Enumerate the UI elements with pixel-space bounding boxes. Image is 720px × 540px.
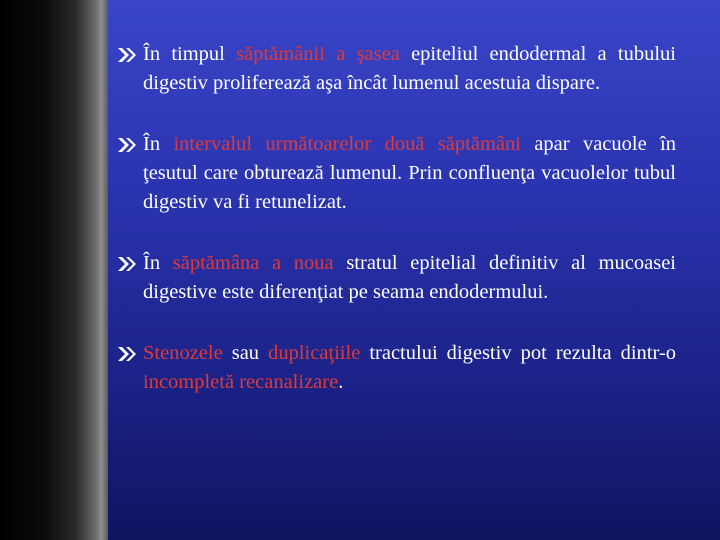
bullet-3-highlight-1: săptămâna a noua [172,252,334,274]
slide-content [118,40,676,397]
bullet-1-text-1: În timpul [143,43,237,65]
bullet-4-highlight-2: duplicaţiile [268,342,361,364]
bullet-item-3 [118,249,676,307]
bullet-2-highlight-1: intervalul următoarelor două săptămâni [173,133,521,155]
arrow-bullet-icon [118,47,136,63]
bullet-4-text-1: sau [222,342,269,364]
bullet-item-1 [118,40,676,98]
bullet-4-text-3: . [338,371,344,393]
bullet-2-text-2: apar vacuole în ţesutul care obturează lumenul. Prin confluenţa vacuolelor tubul digestiv va fi retunelizat. [143,133,676,213]
arrow-bullet-icon [118,256,136,272]
bullet-4-highlight-1: Stenozele [143,342,223,364]
bullet-item-4 [118,339,676,397]
bullet-2-text-1: În [143,133,174,155]
arrow-bullet-icon [118,346,136,362]
bullet-1-highlight-1: săptămânii a şasea [236,43,400,65]
bullet-4-text-2: tractului digestiv pot rezulta dintr-o [360,342,676,364]
bullet-item-2 [118,130,676,217]
bullet-4-highlight-3: incompletă recanalizare [143,371,339,393]
bullet-3-text-1: În [143,252,173,274]
bullet-1-text-2: epiteliul endodermal a tubului digestiv proliferează aşa încât lumenul acestuia dispare. [143,43,676,94]
side-decorative-bar [0,0,108,540]
arrow-bullet-icon [118,137,136,153]
bullet-3-text-2: stratul epitelial definitiv al mucoasei digestive este diferenţiat pe seama endodermului. [143,252,677,303]
